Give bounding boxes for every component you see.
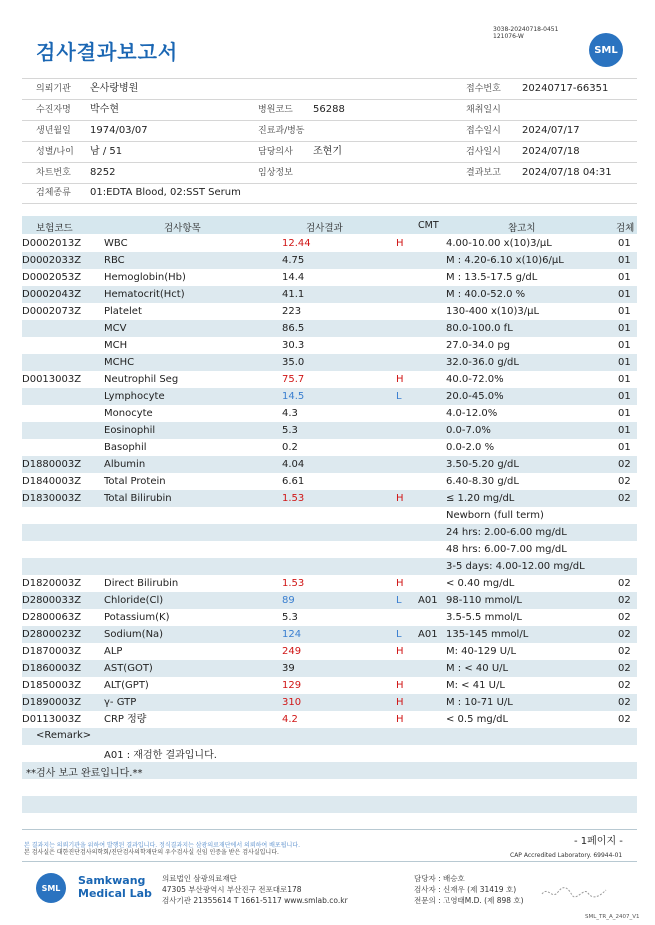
hospital-code-value: 56288 xyxy=(313,104,345,115)
company-name-line-2: Medical Lab xyxy=(78,887,152,900)
test-date-value: 2024/07/18 xyxy=(522,146,580,157)
cell-ref: M : 4.20-6.10 x(10)6/μL xyxy=(446,255,564,266)
table-row xyxy=(22,694,637,711)
footer-address xyxy=(162,873,348,906)
cell-name: ALT(GPT) xyxy=(104,680,149,691)
chart-no-value: 8252 xyxy=(90,167,116,178)
receipt-no-label: 접수번호 xyxy=(466,84,501,94)
cell-name: Eosinophil xyxy=(104,425,156,436)
final-text: **검사 보고 완료입니다.** xyxy=(26,768,143,779)
cell-spec: 02 xyxy=(618,578,631,589)
test-date-label: 검사일시 xyxy=(466,147,501,157)
cell-spec: 02 xyxy=(618,697,631,708)
cell-ref: M : 10-71 U/L xyxy=(446,697,513,708)
cell-code: D1880003Z xyxy=(22,459,82,470)
table-row xyxy=(22,711,637,728)
receipt-no-value: 20240717-66351 xyxy=(522,83,609,94)
cell-name: Total Protein xyxy=(104,476,166,487)
document-id-line-2: 121076-W xyxy=(493,33,524,40)
cell-result: 30.3 xyxy=(282,340,305,351)
staff-1: 담당자 : 배승호 xyxy=(414,874,465,883)
table-row xyxy=(22,286,637,303)
staff-3: 전문의 : 고영태M.D. (제 898 호) xyxy=(414,896,524,905)
cell-result: 14.5 xyxy=(282,391,305,402)
signature-scribble xyxy=(540,884,610,902)
document-id xyxy=(493,26,558,40)
table-row xyxy=(22,371,637,388)
divider xyxy=(22,203,637,204)
table-row xyxy=(22,473,637,490)
cell-result: 4.3 xyxy=(282,408,298,419)
header-name: 검사항목 xyxy=(164,223,201,234)
blank-band-shaded xyxy=(22,796,637,813)
cell-flag: L xyxy=(396,391,402,402)
footer-sml-logo: SML xyxy=(36,873,66,903)
cell-code: D1830003Z xyxy=(22,493,82,504)
cell-ref: 135-145 mmol/L xyxy=(446,629,529,640)
table-row xyxy=(22,558,637,575)
footer-org: 의료법인 삼광의료재단 xyxy=(162,874,237,883)
cell-spec: 01 xyxy=(618,442,631,453)
cell-ref: M : < 40 U/L xyxy=(446,663,509,674)
cell-ref: ≤ 1.20 mg/dL xyxy=(446,493,515,504)
cell-code: D1850003Z xyxy=(22,680,82,691)
cell-spec: 02 xyxy=(618,680,631,691)
cell-ref: M : 40.0-52.0 % xyxy=(446,289,526,300)
company-name xyxy=(78,874,152,900)
cell-code: D0002053Z xyxy=(22,272,82,283)
cell-result: 5.3 xyxy=(282,612,298,623)
sex-age-label: 성별/나이 xyxy=(36,147,74,157)
cell-ref: 20.0-45.0% xyxy=(446,391,504,402)
cell-flag: L xyxy=(396,595,402,606)
cell-name: RBC xyxy=(104,255,125,266)
cell-name: MCH xyxy=(104,340,128,351)
cell-result: 249 xyxy=(282,646,302,657)
cell-name: Chloride(Cl) xyxy=(104,595,164,606)
divider xyxy=(22,183,637,184)
cell-name: MCHC xyxy=(104,357,135,368)
specimen-label: 검체종류 xyxy=(36,188,71,198)
cell-result: 4.2 xyxy=(282,714,298,725)
doctor-value: 조현기 xyxy=(313,146,342,157)
cell-ref: < 0.40 mg/dL xyxy=(446,578,515,589)
cell-code: D0113003Z xyxy=(22,714,82,725)
cell-result: 223 xyxy=(282,306,302,317)
cell-ref: 27.0-34.0 pg xyxy=(446,340,511,351)
cell-flag: H xyxy=(396,680,404,691)
cap-accreditation: CAP Accredited Laboratory. 69944-01 xyxy=(510,852,623,859)
table-row xyxy=(22,626,637,643)
blank-band xyxy=(22,779,637,796)
cell-ref: 4.0-12.0% xyxy=(446,408,498,419)
cell-result: 0.2 xyxy=(282,442,298,453)
document-id-line-1: 3038-20240718-0451 xyxy=(493,26,559,33)
cell-cmt: A01 xyxy=(418,595,438,606)
cell-result: 14.4 xyxy=(282,272,305,283)
cell-name: Basophil xyxy=(104,442,147,453)
remark-text: A01 : 재검한 결과입니다. xyxy=(104,750,217,761)
cell-result: 41.1 xyxy=(282,289,305,300)
table-row xyxy=(22,524,637,541)
footer-contact: 검사기관 21355614 T 1661-5117 www.smlab.co.kr xyxy=(162,896,348,905)
cell-flag: H xyxy=(396,714,404,725)
cell-flag: L xyxy=(396,629,402,640)
cell-ref: 3-5 days: 4.00-12.00 mg/dL xyxy=(446,561,585,572)
table-row xyxy=(22,643,637,660)
cell-name: CRP 정량 xyxy=(104,714,147,725)
dept-label: 진료과/병동 xyxy=(258,126,305,136)
remark-band xyxy=(22,728,637,745)
cell-ref: 24 hrs: 2.00-6.00 mg/dL xyxy=(446,527,567,538)
cell-spec: 01 xyxy=(618,306,631,317)
cell-spec: 02 xyxy=(618,595,631,606)
notice-line-2: 본 검사실은 대한진단검사의학회/진단검사의학재단의 우수검사실 신임 인증을 받은 검사실입니다. xyxy=(24,849,279,856)
cell-ref: 48 hrs: 6.00-7.00 mg/dL xyxy=(446,544,567,555)
cell-flag: H xyxy=(396,646,404,657)
cell-spec: 02 xyxy=(618,612,631,623)
cell-spec: 01 xyxy=(618,238,631,249)
patient-label: 수진자명 xyxy=(36,105,71,115)
report-date-value: 2024/07/18 04:31 xyxy=(522,167,612,178)
cell-ref: 3.50-5.20 g/dL xyxy=(446,459,519,470)
report-date-label: 결과보고 xyxy=(466,168,501,178)
page-number: - 1페이지 - xyxy=(574,836,623,847)
cell-flag: H xyxy=(396,238,404,249)
footer-staff xyxy=(414,873,524,906)
cell-result: 310 xyxy=(282,697,302,708)
cell-ref: 6.40-8.30 g/dL xyxy=(446,476,519,487)
cell-spec: 02 xyxy=(618,476,631,487)
cell-name: Albumin xyxy=(104,459,146,470)
birth-value: 1974/03/07 xyxy=(90,125,148,136)
cell-spec: 01 xyxy=(618,272,631,283)
cell-spec: 01 xyxy=(618,391,631,402)
cell-name: Sodium(Na) xyxy=(104,629,164,640)
cell-flag: H xyxy=(396,374,404,385)
cell-name: AST(GOT) xyxy=(104,663,153,674)
cell-code: D2800033Z xyxy=(22,595,82,606)
form-id: SML_TR_A_2407_V1 xyxy=(585,914,640,920)
cell-result: 124 xyxy=(282,629,302,640)
cell-ref: Newborn (full term) xyxy=(446,510,544,521)
cell-code: D1860003Z xyxy=(22,663,82,674)
cell-name: Lymphocyte xyxy=(104,391,165,402)
table-row xyxy=(22,541,637,558)
cell-name: γ- GTP xyxy=(104,697,137,708)
footer-addr: 47305 부산광역시 부산진구 전포대로178 xyxy=(162,885,302,894)
divider xyxy=(22,99,637,100)
notice xyxy=(24,842,300,856)
cell-cmt: A01 xyxy=(418,629,438,640)
divider xyxy=(22,141,637,142)
table-row xyxy=(22,269,637,286)
cell-name: WBC xyxy=(104,238,128,249)
cell-ref: M : 13.5-17.5 g/dL xyxy=(446,272,538,283)
cell-spec: 02 xyxy=(618,714,631,725)
cell-ref: 3.5-5.5 mmol/L xyxy=(446,612,522,623)
cell-spec: 01 xyxy=(618,357,631,368)
cell-ref: 98-110 mmol/L xyxy=(446,595,522,606)
cell-name: Hemoglobin(Hb) xyxy=(104,272,186,283)
table-row xyxy=(22,388,637,405)
table-row xyxy=(22,507,637,524)
cell-spec: 01 xyxy=(618,425,631,436)
notice-line-1: 본 결과지는 의뢰기관을 위하여 발행된 결과입니다. 정식결과지는 삼광의료재단에서 의뢰하여 배포됩니다. xyxy=(24,842,301,849)
cell-name: Potassium(K) xyxy=(104,612,170,623)
table-row xyxy=(22,422,637,439)
cell-ref: < 0.5 mg/dL xyxy=(446,714,509,725)
cell-spec: 02 xyxy=(618,459,631,470)
cell-code: D0002033Z xyxy=(22,255,82,266)
cell-spec: 02 xyxy=(618,629,631,640)
doctor-label: 담당의사 xyxy=(258,147,293,157)
cell-code: D1820003Z xyxy=(22,578,82,589)
cell-spec: 02 xyxy=(618,646,631,657)
table-row xyxy=(22,337,637,354)
remark-title: <Remark> xyxy=(36,730,92,741)
institution-value: 온사랑병원 xyxy=(90,83,139,94)
cell-ref: 0.0-2.0 % xyxy=(446,442,495,453)
cell-spec: 02 xyxy=(618,493,631,504)
cell-spec: 01 xyxy=(618,374,631,385)
header-spec: 검체 xyxy=(616,223,635,234)
cell-name: ALP xyxy=(104,646,123,657)
clinical-label: 임상정보 xyxy=(258,168,293,178)
divider xyxy=(22,829,637,830)
chart-no-label: 차트번호 xyxy=(36,168,71,178)
specimen-value: 01:EDTA Blood, 02:SST Serum xyxy=(90,187,241,198)
cell-spec: 01 xyxy=(618,289,631,300)
hospital-code-label: 병원코드 xyxy=(258,105,293,115)
cell-ref: 4.00-10.00 x(10)3/μL xyxy=(446,238,552,249)
cell-result: 39 xyxy=(282,663,295,674)
header-ref: 참고치 xyxy=(508,223,536,234)
cell-result: 4.04 xyxy=(282,459,305,470)
divider xyxy=(22,120,637,121)
cell-flag: H xyxy=(396,578,404,589)
cell-code: D0002043Z xyxy=(22,289,82,300)
cell-ref: 80.0-100.0 fL xyxy=(446,323,513,334)
table-header xyxy=(22,216,637,234)
cell-ref: 130-400 x(10)3/μL xyxy=(446,306,540,317)
divider xyxy=(22,78,637,79)
sex-age-value: 남 / 51 xyxy=(90,146,123,157)
cell-name: MCV xyxy=(104,323,127,334)
company-name-line-1: Samkwang xyxy=(78,874,146,887)
birth-label: 생년월일 xyxy=(36,126,71,136)
patient-value: 박수현 xyxy=(90,104,119,115)
table-row xyxy=(22,456,637,473)
cell-ref: 40.0-72.0% xyxy=(446,374,504,385)
cell-result: 6.61 xyxy=(282,476,305,487)
header-cmt: CMT xyxy=(418,220,439,231)
cell-ref: M: < 41 U/L xyxy=(446,680,505,691)
cell-code: D2800063Z xyxy=(22,612,82,623)
cell-spec: 01 xyxy=(618,408,631,419)
staff-2: 검사자 : 신재우 (제 31419 호) xyxy=(414,885,517,894)
table-row xyxy=(22,405,637,422)
cell-name: Total Bilirubin xyxy=(104,493,172,504)
cell-flag: H xyxy=(396,493,404,504)
table-row xyxy=(22,592,637,609)
cell-flag: H xyxy=(396,697,404,708)
cell-code: D0002013Z xyxy=(22,238,82,249)
cell-name: Neutrophil Seg xyxy=(104,374,179,385)
table-row xyxy=(22,609,637,626)
cell-code: D1890003Z xyxy=(22,697,82,708)
cell-name: Hematocrit(Hct) xyxy=(104,289,185,300)
cell-result: 89 xyxy=(282,595,295,606)
table-row xyxy=(22,660,637,677)
cell-code: D2800023Z xyxy=(22,629,82,640)
cell-name: Platelet xyxy=(104,306,142,317)
institution-label: 의뢰기관 xyxy=(36,84,71,94)
receipt-date-label: 접수일시 xyxy=(466,126,501,136)
cell-code: D1840003Z xyxy=(22,476,82,487)
cell-ref: M: 40-129 U/L xyxy=(446,646,517,657)
table-row xyxy=(22,252,637,269)
table-row xyxy=(22,575,637,592)
cell-code: D0013003Z xyxy=(22,374,82,385)
table-row xyxy=(22,354,637,371)
cell-result: 4.75 xyxy=(282,255,305,266)
header-result: 검사결과 xyxy=(306,223,343,234)
divider xyxy=(22,162,637,163)
cell-spec: 01 xyxy=(618,340,631,351)
cell-ref: 32.0-36.0 g/dL xyxy=(446,357,519,368)
cell-result: 75.7 xyxy=(282,374,305,385)
cell-name: Monocyte xyxy=(104,408,153,419)
table-row xyxy=(22,303,637,320)
cell-result: 1.53 xyxy=(282,578,305,589)
cell-spec: 01 xyxy=(618,255,631,266)
collect-date-label: 채취일시 xyxy=(466,105,501,115)
receipt-date-value: 2024/07/17 xyxy=(522,125,580,136)
table-row xyxy=(22,439,637,456)
sml-logo: SML xyxy=(589,33,623,67)
cell-result: 1.53 xyxy=(282,493,305,504)
table-row xyxy=(22,320,637,337)
cell-spec: 01 xyxy=(618,323,631,334)
table-row xyxy=(22,235,637,252)
table-row xyxy=(22,490,637,507)
cell-code: D0002073Z xyxy=(22,306,82,317)
cell-spec: 02 xyxy=(618,663,631,674)
cell-result: 86.5 xyxy=(282,323,305,334)
cell-result: 129 xyxy=(282,680,302,691)
cell-result: 35.0 xyxy=(282,357,305,368)
cell-code: D1870003Z xyxy=(22,646,82,657)
header-code: 보험코드 xyxy=(36,223,73,234)
cell-result: 12.44 xyxy=(282,238,311,249)
page-title: 검사결과보고서 xyxy=(36,40,179,64)
cell-ref: 0.0-7.0% xyxy=(446,425,491,436)
cell-result: 5.3 xyxy=(282,425,298,436)
table-row xyxy=(22,677,637,694)
divider xyxy=(22,861,637,862)
cell-name: Direct Bilirubin xyxy=(104,578,179,589)
